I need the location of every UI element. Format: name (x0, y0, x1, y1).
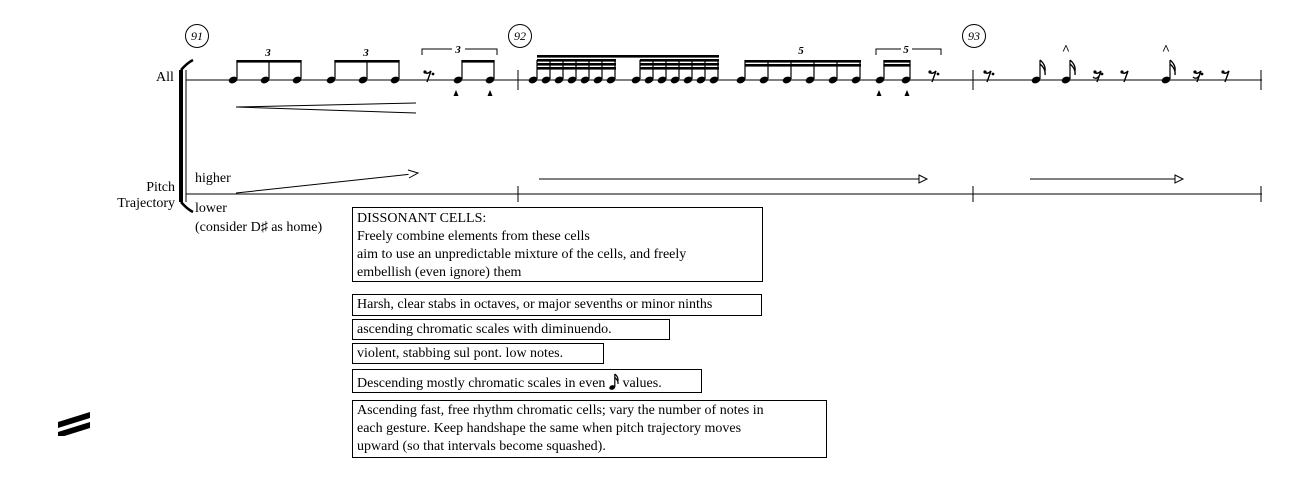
beam (745, 60, 861, 63)
dissonant-cells-title: DISSONANT CELLS: (357, 211, 487, 226)
descending-scales-box (352, 369, 702, 393)
harsh-stabs-box (352, 294, 762, 316)
accent-wedge (905, 90, 910, 96)
augmentation-dot (1101, 73, 1104, 76)
augmentation-dot (992, 73, 995, 76)
lower-label: lower (195, 201, 227, 216)
ascending-diminuendo-text: ascending chromatic scales with diminuendo. (357, 322, 612, 337)
pitch-label: Pitch (146, 180, 175, 195)
trajectory-arrow (236, 170, 418, 193)
trajectory-label: Trajectory (117, 196, 175, 211)
dissonant-cells-line: aim to use an unpredictable mixture of the cells, and freely (357, 247, 687, 262)
tuplet-number: 3 (455, 44, 461, 56)
rest-dot (1120, 70, 1123, 73)
accent-wedge (454, 90, 459, 96)
beam (537, 63, 616, 66)
system-bracket (179, 60, 193, 212)
measure-91-notes (228, 60, 495, 96)
rest-dot (983, 70, 986, 73)
accent-mark: ^ (1161, 43, 1171, 58)
ascending-diminuendo-box (352, 319, 670, 340)
rest-dot (423, 70, 426, 73)
trajectory-arrow (539, 175, 927, 183)
beam (640, 59, 719, 62)
beam (334, 60, 399, 63)
ascending-fast-line: each gesture. Keep handshape the same when pitch trajectory moves (357, 421, 742, 436)
descending-scales-post: values. (618, 376, 662, 391)
rehearsal-mark-92: 92 (508, 24, 532, 48)
augmentation-dot (1201, 73, 1204, 76)
harsh-stabs-text: Harsh, clear stabs in octaves, or major sevenths or minor ninths (357, 297, 713, 312)
beam (745, 64, 861, 67)
diminuendo-hairpin (236, 103, 416, 113)
ascending-fast-box (352, 400, 827, 458)
augmentation-dot (432, 73, 435, 76)
beam (640, 63, 719, 66)
violent-stabbing-text: violent, stabbing sul pont. low notes. (357, 346, 564, 361)
sixteenth-note-icon (609, 373, 619, 391)
home-note-label: (consider D♯ as home) (195, 220, 323, 235)
tuplet-number: 3 (265, 47, 271, 59)
tuplet-number: 5 (798, 45, 804, 57)
system-break-icon (58, 410, 90, 436)
accent-wedge (877, 90, 882, 96)
accent-mark: ^ (1061, 43, 1071, 58)
beam (883, 64, 910, 67)
violent-stabbing-box (352, 343, 604, 364)
beam (461, 60, 494, 63)
trajectory-arrow (1030, 175, 1183, 183)
accent-wedge (488, 90, 493, 96)
beam (236, 60, 301, 63)
beam (537, 55, 719, 58)
beam (537, 67, 616, 70)
ascending-fast-line: Ascending fast, free rhythm chromatic cells; vary the number of notes in (357, 403, 764, 418)
augmentation-dot (937, 73, 940, 76)
rest-dot (1093, 70, 1096, 73)
rehearsal-mark-93: 93 (962, 24, 986, 48)
rest-dot (928, 70, 931, 73)
beam (640, 67, 719, 70)
higher-label: higher (195, 171, 231, 186)
all-staff-label: All (156, 70, 174, 85)
rehearsal-mark-91: 91 (185, 24, 209, 48)
dissonant-cells-box (352, 207, 763, 282)
ascending-fast-line: upward (so that intervals become squashed). (357, 439, 606, 454)
tuplet-number: 3 (363, 47, 369, 59)
descending-scales-pre: Descending mostly chromatic scales in even (357, 376, 606, 391)
beam (883, 60, 910, 63)
barlines (518, 70, 1261, 202)
tuplet-number: 5 (903, 44, 909, 56)
dissonant-cells-line: Freely combine elements from these cells (357, 229, 590, 244)
dissonant-cells-line: embellish (even ignore) them (357, 265, 522, 280)
rest-dot (1221, 70, 1224, 73)
descending-scales-text (357, 373, 697, 393)
rest-dot (1193, 70, 1196, 73)
measure-93-notes (983, 60, 1229, 85)
beam (537, 59, 616, 62)
measure-92-notes (528, 55, 940, 96)
